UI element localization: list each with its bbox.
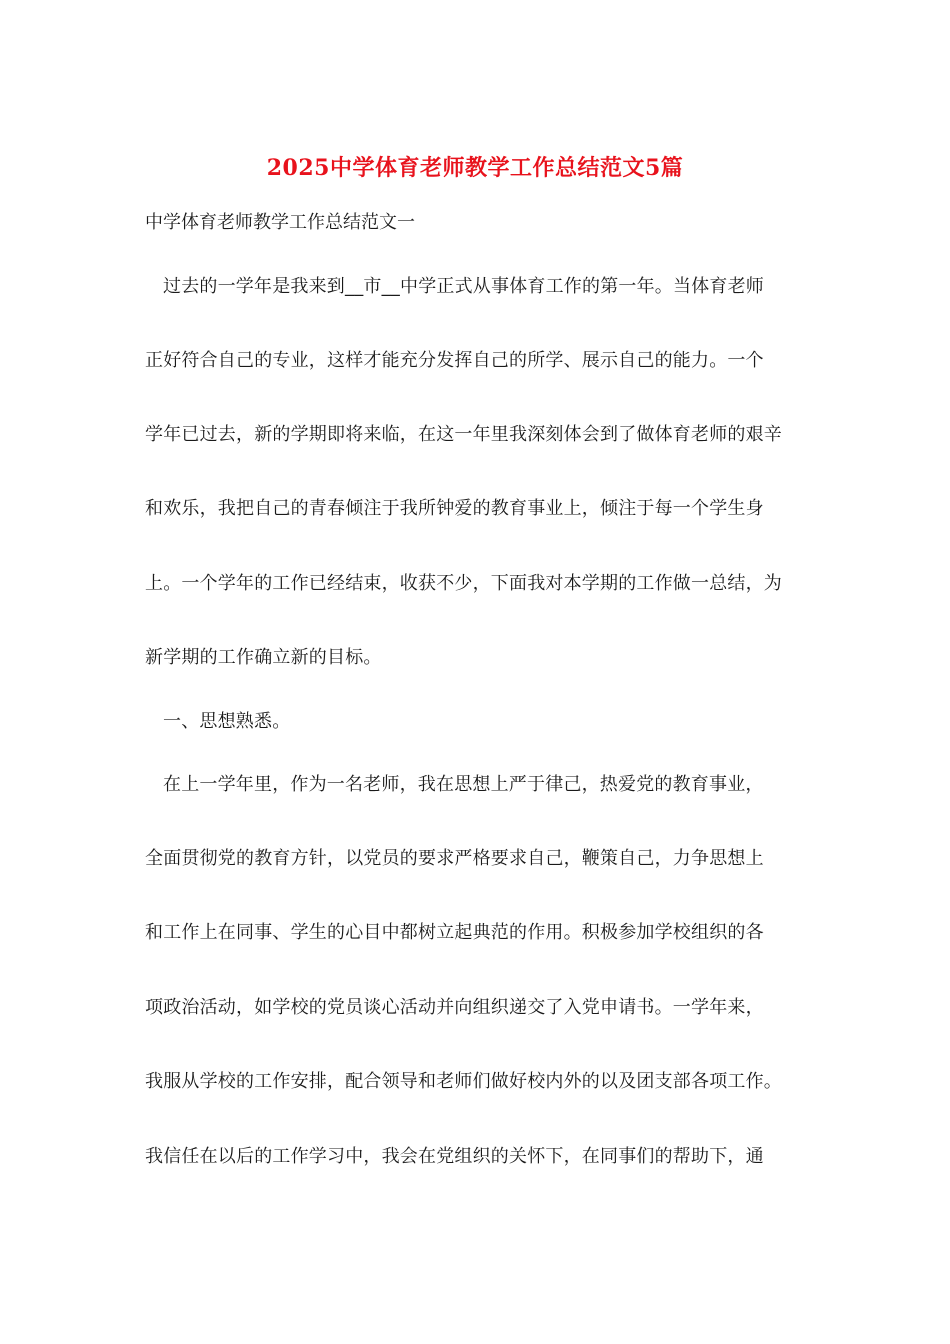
paragraph-line: 和欢乐，我把自己的青春倾注于我所钟爱的教育事业上，倾注于每一个学生身 xyxy=(145,498,764,519)
paragraph-line: 上。一个学年的工作已经结束，收获不少，下面我对本学期的工作做一总结，为 xyxy=(145,573,782,594)
paragraph-line: 我服从学校的工作安排，配合领导和老师们做好校内外的以及团支部各项工作。 xyxy=(145,1071,782,1092)
paragraph-line: 在上一学年里，作为一名老师，我在思想上严于律己，热爱党的教育事业， xyxy=(163,774,764,795)
paragraph-line: 全面贯彻党的教育方针，以党员的要求严格要求自己，鞭策自己，力争思想上 xyxy=(145,848,764,869)
paragraph-line: 我信任在以后的工作学习中，我会在党组织的关怀下，在同事们的帮助下，通 xyxy=(145,1146,764,1167)
section-heading: 中学体育老师教学工作总结范文一 xyxy=(145,212,415,233)
section-subheading: 一、思想熟悉。 xyxy=(163,711,291,732)
paragraph-line: 项政治活动，如学校的党员谈心活动并向组织递交了入党申请书。一学年来， xyxy=(145,997,764,1018)
paragraph-line: 新学期的工作确立新的目标。 xyxy=(145,647,382,668)
paragraph-line: 正好符合自己的专业，这样才能充分发挥自己的所学、展示自己的能力。一个 xyxy=(145,350,764,371)
paragraph-line: 和工作上在同事、学生的心目中都树立起典范的作用。积极参加学校组织的各 xyxy=(145,922,764,943)
paragraph-line: 学年已过去，新的学期即将来临，在这一年里我深刻体会到了做体育老师的艰辛 xyxy=(145,424,782,445)
paragraph-line: 过去的一学年是我来到__市__中学正式从事体育工作的第一年。当体育老师 xyxy=(163,276,764,297)
document-title: 2025中学体育老师教学工作总结范文5篇 xyxy=(266,155,684,181)
